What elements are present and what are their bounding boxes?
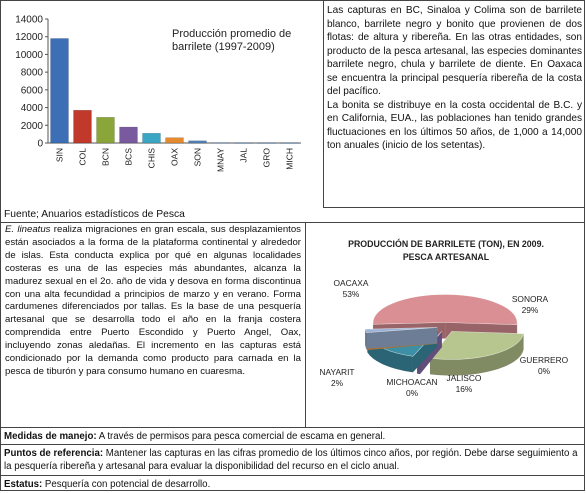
bar-category-label: CHIS	[146, 148, 157, 169]
pie-pct-sonora: 29%	[521, 305, 539, 315]
pie-chart-title: PRODUCCIÓN DE BARRILETE (TON), EN 2009.	[348, 239, 544, 249]
divider-source-top	[323, 207, 584, 208]
status-cell	[1, 476, 584, 491]
bar-category-label: MNAY	[215, 148, 226, 172]
bar-category-label: BCS	[123, 148, 134, 166]
bar-y-tick-label: 8000	[20, 67, 43, 79]
bar-y-tick-label: 2000	[20, 120, 43, 132]
bar-chart-title-line: Producción promedio de	[172, 28, 292, 40]
management-cell	[1, 428, 584, 444]
status-text: Pesquería con potencial de desarrollo.	[42, 479, 211, 490]
bar-col	[74, 110, 92, 143]
bar-category-label: SON	[192, 148, 203, 167]
pie-label-sonora: SONORA	[511, 294, 549, 304]
bar-mich	[281, 143, 299, 144]
bar-gro	[258, 143, 276, 144]
reference-cell	[1, 445, 584, 475]
management-text: A través de permisos para pesca comercial de escama en general.	[96, 431, 386, 442]
divider-top-vertical	[323, 1, 324, 207]
bonita-description: La bonita se distribuye en la costa occidental de B.C. y en California, EUA., las poblaciones han tenido grandes fluctuaciones en los últimos 50 años, de 1,000 a 14,000 ton anuales (inicio de los setentas).	[327, 99, 582, 151]
pie-chart-cell	[306, 223, 586, 427]
management-row	[1, 428, 584, 443]
source-note: Fuente; Anuarios estadísticos de Pesca	[4, 209, 185, 220]
management-label: Medidas de manejo:	[4, 431, 97, 442]
bar-bcn	[97, 117, 115, 143]
species-text-cell	[5, 224, 301, 424]
pie-label-guerrero: GUERRERO	[519, 355, 569, 365]
species-name: E. lineatus	[5, 224, 51, 235]
bar-chart	[1, 1, 323, 207]
bar-sin	[51, 38, 69, 143]
bar-chart-title-line: barrilete (1997-2009)	[172, 41, 275, 53]
reference-label: Puntos de referencia:	[4, 448, 104, 459]
pie-pct-nayarit: 2%	[330, 378, 344, 388]
fleet-description: Las capturas en BC, Sinaloa y Colima son de barrilete blanco, barrilete negro y bonito que provienen de dos flotas: de altura y ribereña. En las otras entidades, son producto de la pesca artesanal, las especies dominantes barrilete negro, chula y barrilete de diente. En Oaxaca se encuentra la principal pesquería ribereña de la costa del pacífico.	[327, 5, 582, 97]
bar-category-label: BCN	[100, 148, 111, 166]
pie-pct-jalisco: 16%	[455, 384, 473, 394]
bar-category-label: OAX	[169, 148, 180, 166]
status-label: Estatus:	[4, 479, 43, 490]
bar-mnay	[212, 143, 230, 144]
bar-y-tick-label: 10000	[15, 49, 43, 61]
top-right-text-cell	[327, 4, 582, 204]
pie-chart	[306, 223, 586, 427]
pie-chart-subtitle: PESCA ARTESANAL	[402, 252, 490, 262]
bar-y-tick-label: 6000	[20, 85, 43, 97]
pie-pct-oacaxa: 53%	[342, 289, 360, 299]
bar-category-label: SIN	[54, 148, 65, 163]
bar-y-tick-label: 14000	[15, 14, 43, 26]
bar-category-label: COL	[77, 148, 88, 166]
bar-y-tick-label: 0	[37, 138, 43, 150]
pie-label-nayarit: NAYARIT	[319, 367, 355, 377]
bar-oax	[166, 138, 184, 143]
pie-pct-michoacan: 0%	[405, 388, 419, 398]
reference-row	[1, 445, 584, 473]
bar-y-tick-label: 12000	[15, 32, 43, 44]
reference-text: Mantener las capturas en las cifras promedio de los últimos cinco años, por región. Debe darse seguimiento a la pesquería ribereña y artesanal para evaluar la disponibilidad del recurso en el ciclo anual.	[4, 448, 578, 472]
bar-bcs	[120, 127, 138, 143]
bar-category-label: GRO	[261, 148, 272, 168]
bar-y-tick-label: 4000	[20, 103, 43, 115]
bar-category-label: MICH	[284, 148, 295, 170]
pie-label-oacaxa: OACAXA	[333, 278, 369, 288]
bar-son	[189, 141, 207, 143]
bar-jal	[235, 143, 253, 144]
pie-pct-guerrero: 0%	[537, 366, 551, 376]
species-text: realiza migraciones en gran escala, sus desplazamientos están asociados a la forma de la plataforma continental y alrededor de islas. Esta conducta explica por qué en algunas localidades costeras es una de las especies más abundantes, alcanza la madurez sexual en el 2o. año de vida y desova en forma discontinua con una alta fecundidad a principios de marzo y en verano. Forma cardumenes diferenciados por tallas. Es la base de una pesquería artesanal que se desarrolla todo el año en la franja costera comprendida entre Puerto Escondido y Puerto Angel, Oax, incluyendo zonas aledañas. El incremento en las capturas está condicionado por la demanda como producto para carnada en la pesca de tiburón y para consumo humano en cuaresma.	[5, 224, 301, 377]
pie-label-jalisco: JALISCO	[446, 373, 482, 383]
bar-chart-cell	[1, 1, 323, 207]
status-row	[1, 476, 584, 491]
bar-chis	[143, 133, 161, 143]
pie-label-michoacan: MICHOACAN	[386, 377, 438, 387]
bar-category-label: JAL	[238, 148, 249, 163]
species-paragraph	[5, 224, 301, 379]
